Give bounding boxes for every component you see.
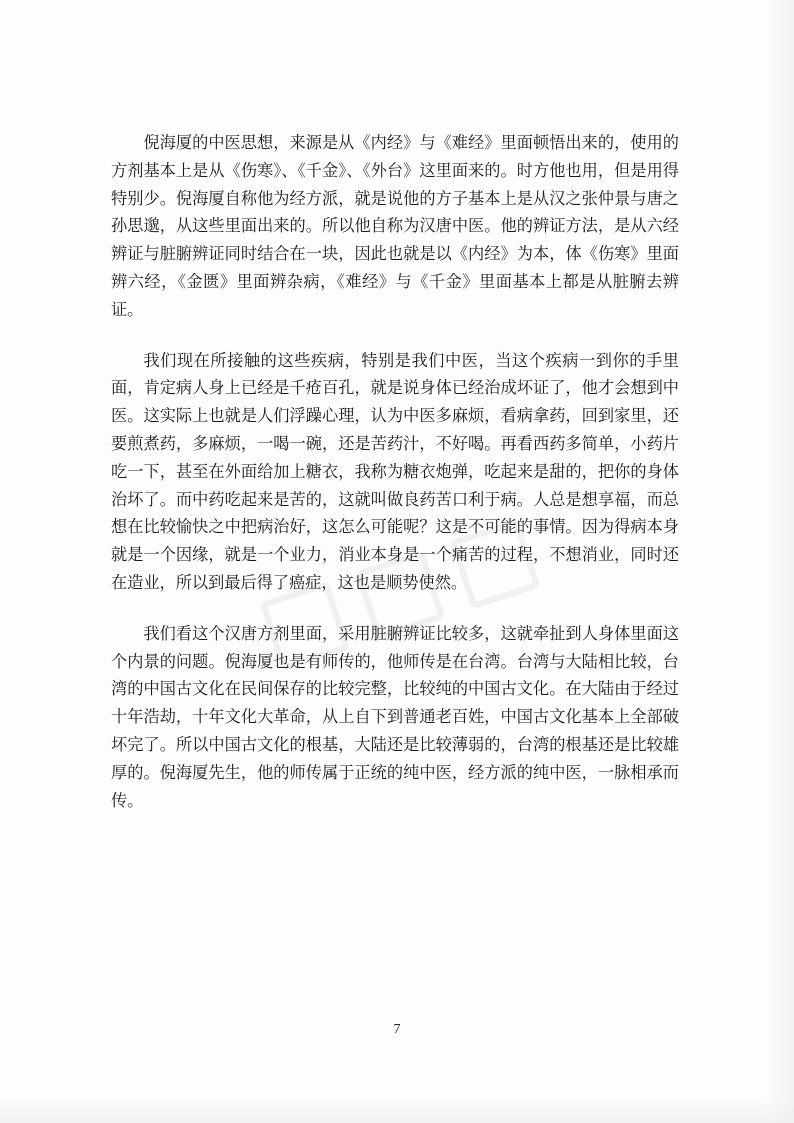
- page-edge-shadow: [764, 0, 794, 1123]
- paragraph-3: 我们看这个汉唐方剂里面，采用脏腑辨证比较多，这就牵扯到人身体里面这个内景的问题。倪海厦也是有师传的，他师传是在台湾。台湾与大陆相比较，台湾的中国古文化在民间保存的比较完整，比较纯的中国古文化。在大陆由于经过十年浩劫，十年文化大革命，从上自下到普通老百姓，中国古文化基本上全部破坏完了。所以中国古文化的根基，大陆还是比较薄弱的，台湾的根基还是比较雄厚的。倪海厦先生，他的师传属于正统的纯中医，经方派的纯中医，一脉相承而传。: [111, 623, 679, 810]
- paragraph-2: 我们现在所接触的这些疾病，特别是我们中医，当这个疾病一到你的手里面，肯定病人身上已经是千疮百孔，就是说身体已经治成坏证了，他才会想到中医。这实际上也就是人们浮躁心理，认为中医多麻烦，看病拿药，回到家里，还要煎煮药，多麻烦，一喝一碗，还是苦药汁，不好喝。再看西药多简单，小药片吃一下，甚至在外面给加上糖衣，我称为糖衣炮弹，吃起来是甜的，把你的身体治坏了。而中药吃起来是苦的，这就叫做良药苦口利于病。人总是想享福，而总想在比较愉快之中把病治好，这怎么可能呢？这是不可能的事情。因为得病本身就是一个因缘，就是一个业力，消业本身是一个痛苦的过程，不想消业，同时还在造业，所以到最后得了癌症，这也是顺势使然。: [111, 350, 679, 592]
- page-number: 7: [393, 1022, 401, 1037]
- paragraph-1: 倪海厦的中医思想，来源是从《内经》与《难经》里面顿悟出来的，使用的方剂基本上是从《伤寒》、《千金》、《外台》这里面来的。时方他也用，但是用得特别少。倪海厦自称他为经方派，就是说他的方子基本上是从汉之张仲景与唐之孙思邈，从这些里面出来的。所以他自称为汉唐中医。他的辨证方法，是从六经辨证与脏腑辨证同时结合在一块，因此也就是以《内经》为本，体《伤寒》里面辨六经，《金匮》里面辨杂病，《难经》与《千金》里面基本上都是从脏腑去辨证。: [111, 133, 679, 319]
- page-bottom-shadow: [0, 1095, 794, 1123]
- body-text: [111, 129, 679, 837]
